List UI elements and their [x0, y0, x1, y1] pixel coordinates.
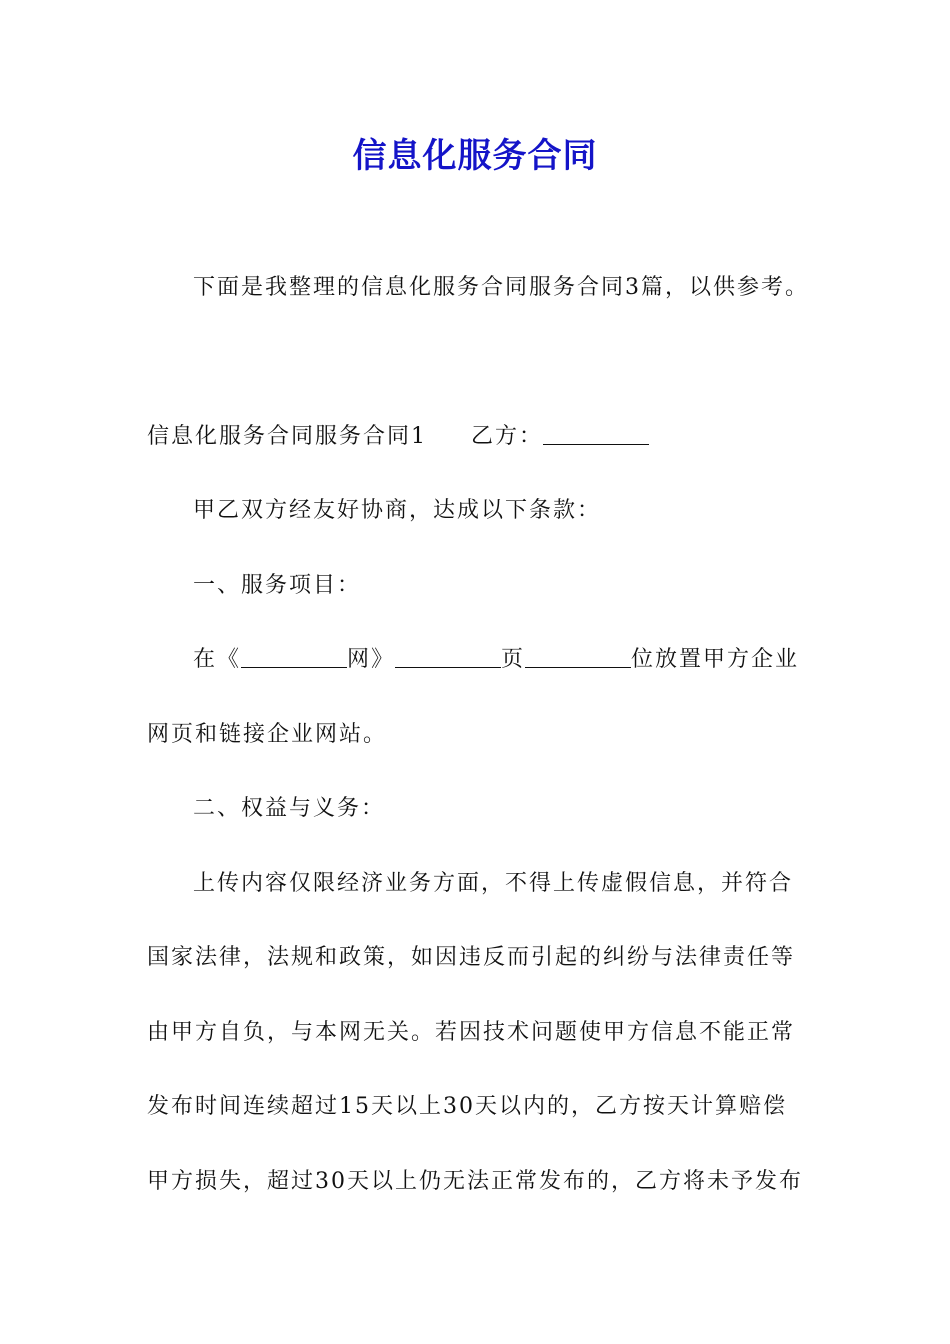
item1-text-a: 在《 [193, 647, 242, 672]
item1-text-c: 页 [501, 647, 526, 672]
section-heading: 信息化服务合同服务合同1 [147, 424, 427, 449]
item1-line-1 [193, 645, 807, 675]
item1-line-2: 网页和链接企业网站。 [147, 722, 388, 747]
party-b-blank [543, 422, 649, 445]
section-heading-line [147, 422, 807, 452]
item2-paragraph-line: 发布时间连续超过15天以上30天以内的，乙方按天计算赔偿 [147, 1094, 787, 1119]
item1-text-b: 网》 [347, 647, 396, 672]
item1-heading: 一、服务项目： [193, 573, 362, 598]
item2-paragraph-line: 由甲方自负，与本网无关。若因技术问题使甲方信息不能正常 [147, 1020, 796, 1045]
item2-paragraph-line: 甲方损失，超过30天以上仍无法正常发布的，乙方将未予发布 [147, 1169, 803, 1194]
agreement-line: 甲乙双方经友好协商，达成以下条款： [193, 498, 602, 523]
intro-paragraph: 下面是我整理的信息化服务合同服务合同3篇，以供参考。 [193, 275, 809, 300]
item2-heading: 二、权益与义务： [193, 796, 386, 821]
item2-paragraph-line: 国家法律，法规和政策，如因违反而引起的纠纷与法律责任等 [147, 945, 796, 970]
item2-paragraph-line: 上传内容仅限经济业务方面，不得上传虚假信息，并符合 [193, 871, 794, 896]
item1-text-d: 位放置甲方企业 [631, 647, 800, 672]
page-blank [395, 645, 501, 668]
website-name-blank [241, 645, 347, 668]
party-b-label: 乙方： [471, 424, 544, 449]
document-title: 信息化服务合同 [352, 136, 598, 176]
position-blank [525, 645, 631, 668]
